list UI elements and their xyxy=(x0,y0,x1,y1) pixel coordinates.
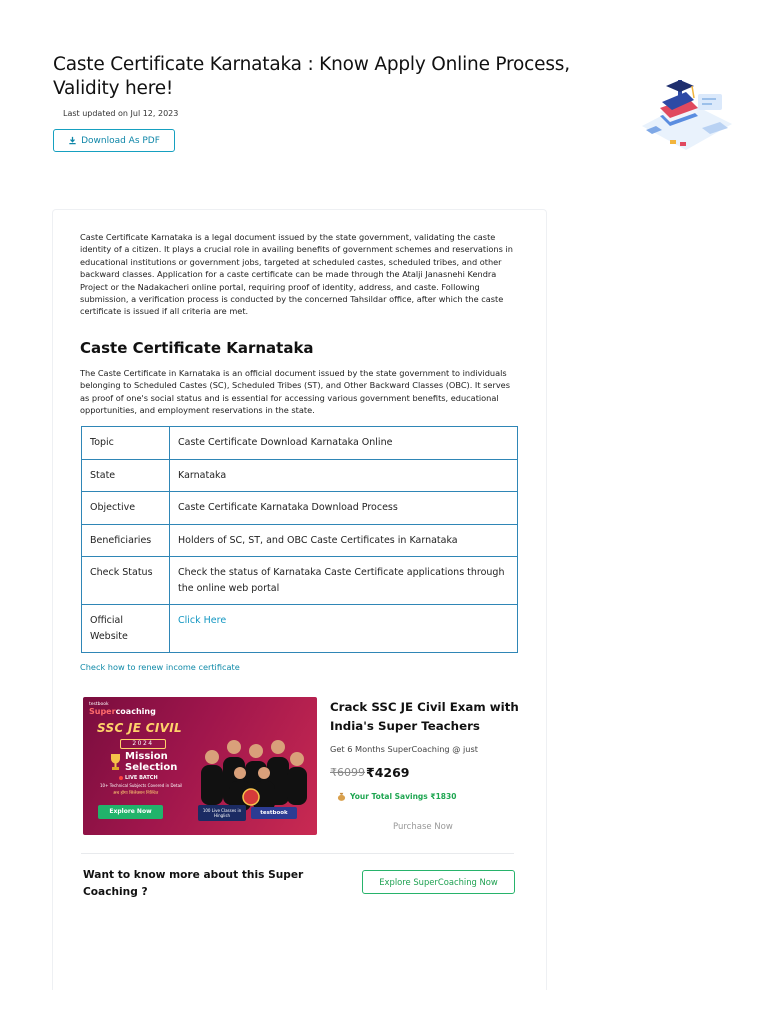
table-value: Check the status of Karnataka Caste Certificate applications through the online web portal xyxy=(170,557,518,605)
table-row xyxy=(82,557,518,605)
explore-supercoaching-button[interactable]: Explore SuperCoaching Now xyxy=(362,870,515,894)
banner-brand-super: Super xyxy=(89,707,116,716)
banner-live-batch: LIVE BATCH xyxy=(119,775,158,781)
table-key: Topic xyxy=(82,427,170,460)
renew-income-certificate-link[interactable]: Check how to renew income certificate xyxy=(80,662,240,672)
total-savings-label: Your Total Savings ₹1830 xyxy=(350,792,457,801)
banner-mission-line2: Selection xyxy=(125,762,178,773)
download-pdf-label: Download As PDF xyxy=(81,135,160,146)
banner-year: 2024 xyxy=(120,739,166,749)
official-website-link[interactable]: Click Here xyxy=(178,615,227,626)
banner-subjects-note: 10+ Technical Subjects Covered in Detail xyxy=(100,783,183,788)
money-bag-icon xyxy=(337,792,346,801)
original-price: ₹6099 xyxy=(330,766,365,779)
download-icon xyxy=(68,136,77,145)
table-row xyxy=(82,492,518,525)
table-value: Caste Certificate Karnataka Download Process xyxy=(170,492,518,525)
know-more-question: Want to know more about this Super Coaching ? xyxy=(83,869,304,898)
banner-brand-coaching: coaching xyxy=(115,707,156,716)
divider xyxy=(81,853,514,854)
info-table xyxy=(81,426,518,653)
table-row xyxy=(82,459,518,492)
table-key: Check Status xyxy=(82,557,170,605)
table-value: Caste Certificate Download Karnataka Online xyxy=(170,427,518,460)
banner-brand-small: testbook xyxy=(89,702,109,707)
section-heading: Caste Certificate Karnataka xyxy=(80,339,314,357)
purchase-now-button[interactable]: Purchase Now xyxy=(393,822,453,832)
banner-brand xyxy=(89,707,156,716)
table-key: Official Website xyxy=(82,605,170,653)
table-value: Karnataka xyxy=(170,459,518,492)
banner-mission xyxy=(125,751,177,773)
table-value: Holders of SC, ST, and OBC Caste Certificates in Karnataka xyxy=(170,524,518,557)
table-row xyxy=(82,427,518,460)
promo-subtitle: Get 6 Months SuperCoaching @ just xyxy=(330,744,478,754)
table-key: Objective xyxy=(82,492,170,525)
testbook-logo: testbook xyxy=(251,807,297,819)
table-row xyxy=(82,524,518,557)
promo-title: Crack SSC JE Civil Exam with India's Super Teachers xyxy=(330,700,519,733)
banner-exam-title: SSC JE CIVIL xyxy=(97,721,182,735)
banner-live-classes: 100 Live Classes in Hinglish xyxy=(198,805,246,821)
trophy-icon xyxy=(109,753,122,771)
table-key: Beneficiaries xyxy=(82,524,170,557)
promo-banner[interactable] xyxy=(83,697,317,835)
last-updated: Last updated on Jul 12, 2023 xyxy=(63,109,179,118)
study-illustration-icon xyxy=(636,72,736,154)
total-savings xyxy=(337,792,456,801)
table-key: State xyxy=(82,459,170,492)
banner-explore-button[interactable]: Explore Now xyxy=(98,805,163,819)
download-pdf-button[interactable] xyxy=(53,129,175,152)
section-paragraph: The Caste Certificate in Karnataka is an official document issued by the state government to individuals belonging to Scheduled Castes (SC), Scheduled Tribes (ST), and Other Backward Classes (OBC). It serves as proof of one's social status and is essential for accessing various government benefits, educational opportunities, and employment reservations in the state. xyxy=(80,368,510,416)
page-title: Caste Certificate Karnataka : Know Apply Online Process, Validity here! xyxy=(53,54,570,99)
teachers-photo-icon xyxy=(191,717,311,817)
article-intro: Caste Certificate Karnataka is a legal document issued by the state government, validating the caste identity of a citizen. It plays a crucial role in availing benefits of government schemes and reservations in educational institutions or government jobs, targeted at scheduled castes, scheduled tribes, and other backward classes. Application for a caste certificate can be made through the Atalji Janasnehi Kendra Project or the Nadakacheri online portal, requiring proof of identity, address, and caste. Following submission, a verification process is conducted by the concerned Tahsildar office, after which the caste certificate is issued if all criteria are met. xyxy=(80,232,513,317)
discounted-price: ₹4269 xyxy=(366,765,410,780)
banner-hindi-tagline: अब होगा सिलेक्शन निश्चित xyxy=(113,791,159,796)
table-row xyxy=(82,605,518,653)
banner-mission-line1: Mission xyxy=(125,751,168,762)
table-value xyxy=(170,605,518,653)
